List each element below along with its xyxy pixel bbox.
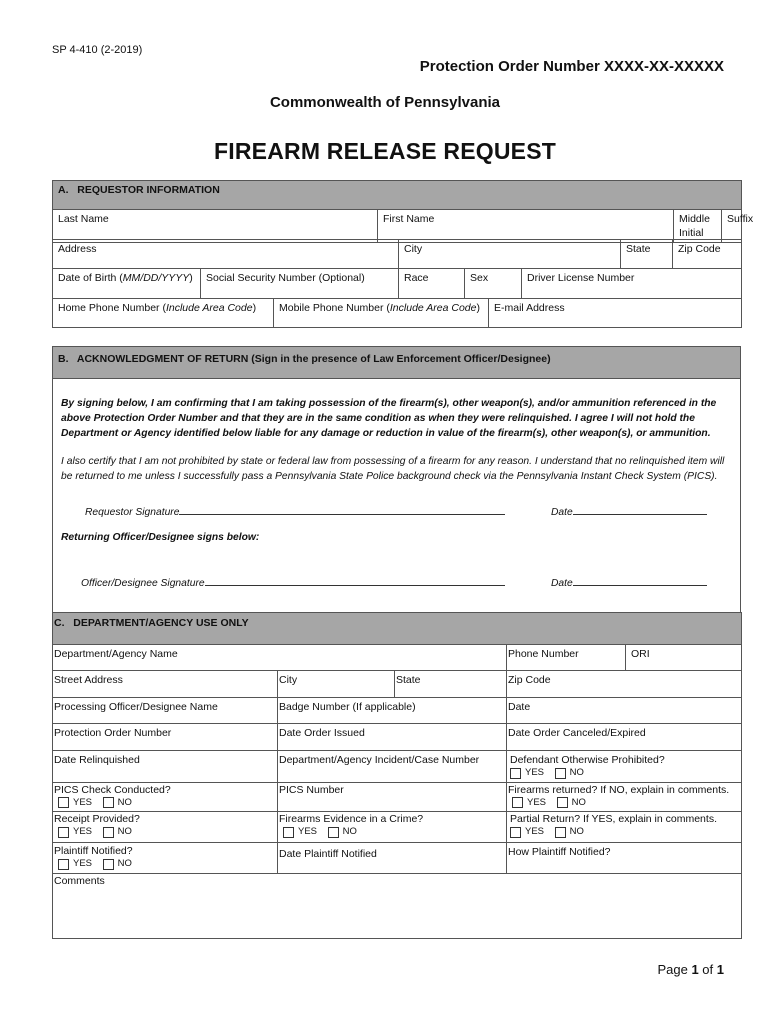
evidence-yes-checkbox[interactable] [283,827,294,838]
date-order-issued-field[interactable] [278,724,507,751]
driver-license-field[interactable] [522,269,742,299]
suffix-label: Suffix [727,213,754,225]
receipt-yes-label: YES [73,826,93,838]
plaintiff-no-checkbox[interactable] [103,859,114,870]
page-total: 1 [716,962,724,977]
pics-number-label: PICS Number [279,783,344,796]
defendant-yes-checkbox[interactable] [510,768,521,779]
page-of: of [698,962,717,977]
how-plaintiff-notified-label: How Plaintiff Notified? [508,846,611,859]
address-label: Address [58,243,97,255]
section-a-heading: A. REQUESTOR INFORMATION [53,181,742,210]
agency-city-label: City [279,674,298,686]
firearms-returned-no-checkbox[interactable] [557,797,568,808]
defendant-prohibited-options [510,767,736,780]
processing-officer-label: Processing Officer/Designee Name [54,701,218,713]
requestor-signature-label: Requestor Signature [85,507,180,518]
first-name-label: First Name [383,213,435,225]
acknowledgment-paragraph-1: By signing below, I am confirming that I am taking possession of the firearm(s), other weapon(s), and/or ammunition referenced in the above Protection Order Number and that they are in the same condition as when they were relinquished. I agree I will not hold the Department or Agency identified below liable for any damage or reduction in value of the firearm(s), other weapon(s), or ammunition. [61,398,717,439]
sex-label: Sex [470,272,489,284]
state-label: State [626,243,651,255]
mobile-phone-field[interactable] [274,299,489,328]
agency-zip-label: Zip Code [508,674,551,686]
date-order-canceled-label: Date Order Canceled/Expired [508,727,646,739]
partial-no-checkbox[interactable] [555,827,566,838]
partial-return-options [510,826,736,839]
officer-date-label: Date [551,578,573,589]
partial-return-field [507,812,742,843]
ori-label: ORI [631,648,650,660]
firearms-returned-yes-label: YES [527,796,547,808]
agency-city-field[interactable] [278,671,395,698]
pics-check-field [53,782,278,812]
last-name-field[interactable] [53,210,378,243]
home-phone-label-end: ) [252,302,257,314]
badge-number-label: Badge Number (If applicable) [279,701,416,713]
firearms-evidence-label: Firearms Evidence in a Crime? [279,813,424,826]
po-number-field[interactable] [53,724,278,751]
date-plaintiff-notified-label: Date Plaintiff Notified [279,848,377,861]
form-id: SP 4-410 (2-2019) [52,44,143,56]
plaintiff-yes-label: YES [73,858,93,870]
processing-date-field[interactable] [507,698,742,724]
agency-state-field[interactable] [395,671,507,698]
firearms-evidence-options [279,826,501,839]
zip-label: Zip Code [678,243,721,255]
mobile-phone-italic: Include Area Code [389,302,477,314]
middle-initial-field[interactable] [674,210,722,243]
requestor-date-line[interactable] [551,503,707,518]
protection-order-number: Protection Order Number XXXX-XX-XXXXX [419,58,724,75]
section-c-heading: C. DEPARTMENT/AGENCY USE ONLY [53,613,742,645]
ori-field[interactable] [626,645,742,671]
ssn-label: Social Security Number (Optional) [206,272,365,284]
firearms-returned-no-label: NO [571,796,586,808]
plaintiff-notified-label: Plaintiff Notified? [54,845,133,858]
address-field[interactable] [53,240,399,269]
acknowledgment-box [52,378,741,612]
pics-no-label: NO [117,796,132,808]
defendant-prohibited-label: Defendant Otherwise Prohibited? [510,754,665,766]
firearms-returned-options [508,797,736,810]
section-a-table [52,180,754,243]
agency-state-label: State [396,674,421,686]
date-order-issued-label: Date Order Issued [279,727,365,739]
suffix-field[interactable] [722,210,754,243]
plaintiff-notified-options [54,858,272,871]
middle-initial-label: Middle Initial [679,213,710,239]
first-name-field[interactable] [378,210,674,243]
email-field[interactable] [489,299,742,328]
processing-officer-field[interactable] [53,698,278,724]
officer-signature-line[interactable] [81,574,505,589]
section-b-heading: B. ACKNOWLEDGMENT OF RETURN (Sign in the presence of Law Enforcement Officer/Designee) [53,347,741,379]
incident-case-label: Department/Agency Incident/Case Number [279,754,480,766]
pics-yes-label: YES [73,796,93,808]
defendant-no-checkbox[interactable] [555,768,566,779]
pics-yes-checkbox[interactable] [58,797,69,808]
requestor-signature-line[interactable] [85,503,505,518]
mobile-phone-label-end: ) [476,302,480,314]
email-label: E-mail Address [494,302,565,314]
badge-number-field[interactable] [278,698,507,724]
po-number-label: Protection Order Number [54,727,172,739]
pics-check-options [54,797,272,810]
evidence-no-label: NO [342,826,357,838]
phone-number-label: Phone Number [508,648,579,660]
officer-date-line[interactable] [551,574,707,589]
driver-license-label: Driver License Number [527,272,635,284]
processing-date-label: Date [508,701,531,713]
commonwealth-title: Commonwealth of Pennsylvania [269,94,501,111]
returning-officer-note: Returning Officer/Designee signs below: [61,532,260,543]
defendant-no-label: NO [569,767,584,778]
date-plaintiff-notified-field[interactable] [278,843,507,874]
page-number [657,962,724,977]
state-field[interactable] [621,240,673,269]
ssn-field[interactable] [201,269,399,299]
comments-label: Comments [54,874,105,887]
firearms-returned-yes-checkbox[interactable] [512,797,523,808]
defendant-yes-label: YES [525,767,545,778]
plaintiff-yes-checkbox[interactable] [58,859,69,870]
race-label: Race [404,272,429,284]
home-phone-label: Home Phone Number ( [58,302,166,314]
receipt-provided-options [54,826,272,839]
street-address-field[interactable] [53,671,278,698]
incident-case-field[interactable] [278,751,507,783]
page-current: 1 [691,962,699,977]
agency-name-field[interactable] [53,645,507,671]
date-order-canceled-field[interactable] [507,724,742,751]
pics-number-field[interactable] [278,782,507,812]
evidence-yes-label: YES [298,826,318,838]
dob-label-end: ) [189,272,193,284]
mobile-phone-label: Mobile Phone Number ( [279,302,390,314]
receipt-provided-field [53,812,278,843]
section-a-rows [52,239,741,327]
officer-signature-label: Officer/Designee Signature [81,578,205,589]
street-address-label: Street Address [54,674,123,686]
plaintiff-no-label: NO [117,858,132,870]
firearms-evidence-field [278,812,507,843]
partial-yes-checkbox[interactable] [510,827,521,838]
evidence-no-checkbox[interactable] [328,827,339,838]
page-title: FIREARM RELEASE REQUEST [214,138,556,164]
last-name-label: Last Name [58,213,109,225]
sex-field[interactable] [465,269,522,299]
partial-return-label: Partial Return? If YES, explain in comments. [510,813,717,826]
receipt-no-label: NO [117,826,132,838]
date-relinquished-label: Date Relinquished [54,754,140,766]
partial-no-label: NO [569,826,584,838]
date-relinquished-field[interactable] [53,751,278,783]
pics-no-checkbox[interactable] [103,797,114,808]
zip-field[interactable] [673,240,742,269]
comments-field[interactable] [53,873,742,938]
home-phone-field[interactable] [53,299,274,328]
city-label: City [404,243,423,255]
dob-field[interactable] [53,269,201,299]
firearms-returned-field [507,782,742,812]
requestor-date-label: Date [551,507,573,518]
pics-check-label: PICS Check Conducted? [54,783,171,796]
firearms-returned-label: Firearms returned? If NO, explain in comments. [508,783,730,796]
page-prefix: Page [657,962,692,977]
receipt-no-checkbox[interactable] [103,827,114,838]
city-field[interactable] [399,240,621,269]
agency-zip-field[interactable] [507,671,742,698]
home-phone-italic: Include Area Code [165,302,253,314]
receipt-yes-checkbox[interactable] [58,827,69,838]
acknowledgment-paragraph-2: I also certify that I am not prohibited by state or federal law from possessing of a firearm for any reason. I understand that no relinquished item will be returned to me unless I successfully pass a Pennsylvania State Police background check via the Pennsylvania Instant Check System (PICS). [61,456,725,482]
plaintiff-notified-field [53,843,278,874]
defendant-prohibited-field [507,751,742,783]
race-field[interactable] [399,269,465,299]
section-b-table [52,346,741,379]
dob-format: MM/DD/YYYY [122,272,190,284]
dob-label: Date of Birth ( [58,272,123,284]
receipt-provided-label: Receipt Provided? [54,813,140,826]
agency-name-label: Department/Agency Name [54,648,178,660]
how-plaintiff-notified-field[interactable] [507,843,742,874]
section-c-table [52,612,742,939]
partial-yes-label: YES [525,826,545,838]
phone-number-field[interactable] [507,645,626,671]
